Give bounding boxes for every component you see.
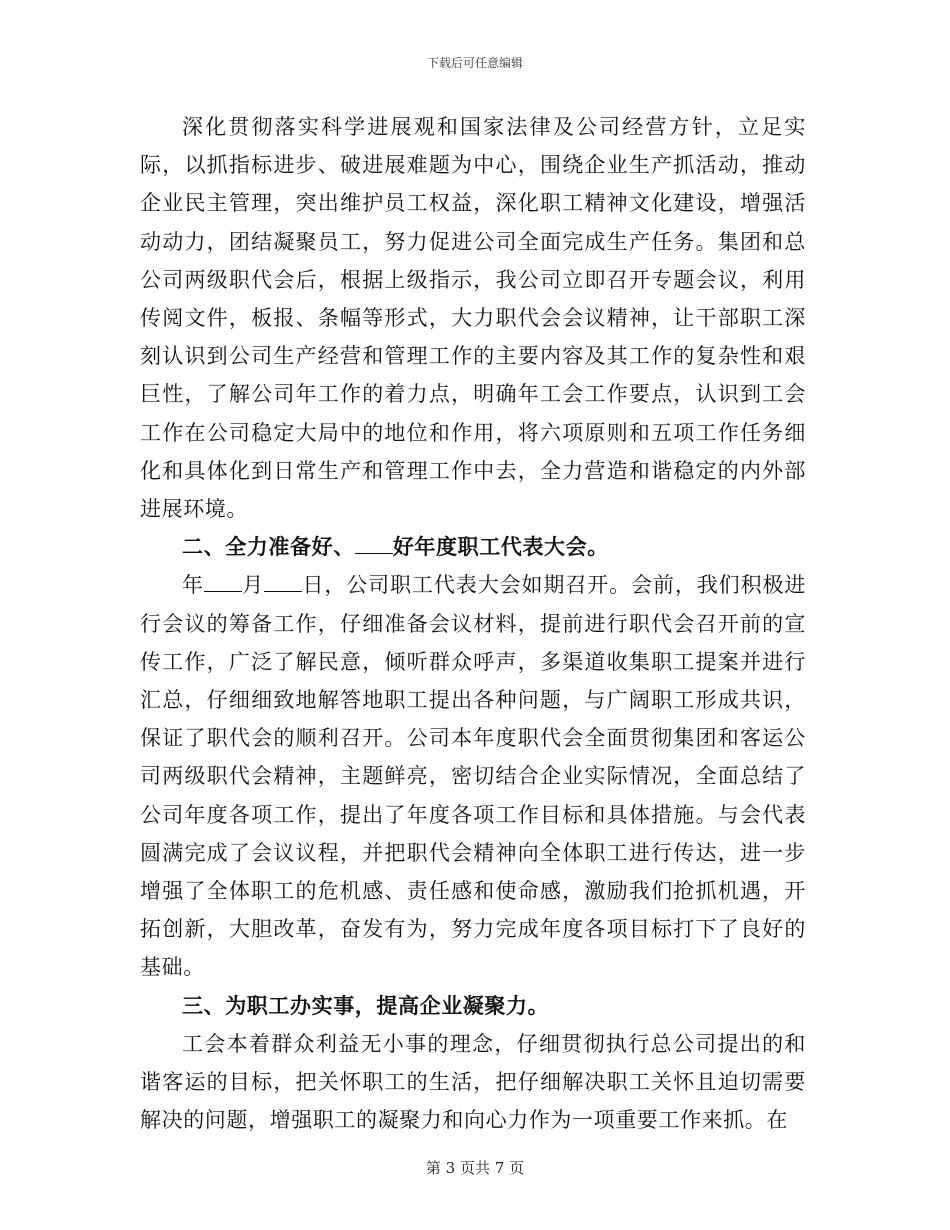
paragraph-2 bbox=[140, 566, 806, 986]
section-heading-2 bbox=[140, 528, 806, 566]
document-body bbox=[140, 108, 806, 1139]
day-blank bbox=[264, 570, 302, 592]
month-blank bbox=[204, 570, 242, 592]
fill-in-blank bbox=[355, 532, 393, 554]
paragraph-2-text: 日，公司职工代表大会如期召开。会前，我们积极进行会议的筹备工作，仔细准备会议材料，提前进行职代会召开前的宣传工作，广泛了解民意，倾听群众呼声，多渠道收集职工提案并进行汇总，仔细细致地解答地职工提出各种问题，与广阔职工形成共识，保证了职代会的顺利召开。公司本年度职代会全面贯彻集团和客运公司两级职代会精神，主题鲜亮，密切结合企业实际情况，全面总结了公司年度各项工作，提出了年度各项工作目标和具体措施。与会代表圆满完成了会议议程，并把职代会精神向全体职工进行传达，进一步增强了全体职工的危机感、责任感和使命感，激励我们抢抓机遇，开拓创新，大胆改革，奋发有为，努力完成年度各项目标打下了良好的基础。 bbox=[140, 573, 806, 980]
paragraph-3: 工会本着群众利益无小事的理念，仔细贯彻执行总公司提出的和谐客运的目标，把关怀职工的生活，把仔细解决职工关怀且迫切需要解决的问题，增强职工的凝聚力和向心力作为一项重要工作来抓。在 bbox=[140, 1031, 806, 1133]
section-heading-3: 三、为职工办实事，提高企业凝聚力。 bbox=[182, 992, 550, 1018]
page-header-note: 下载后可任意编辑 bbox=[426, 56, 523, 70]
section-heading-2-end: 好年度职工代表大会。 bbox=[392, 534, 609, 560]
section-heading-2-start: 二、全力准备好、 bbox=[182, 534, 355, 560]
month-label: 月 bbox=[241, 573, 265, 598]
year-label: 年 bbox=[182, 573, 204, 598]
paragraph-1: 深化贯彻落实科学进展观和国家法律及公司经营方针，立足实际，以抓指标进步、破进展难题为中心，围绕企业生产抓活动，推动企业民主管理，突出维护员工权益，深化职工精神文化建设，增强活动动力，团结凝聚员工，努力促进公司全面完成生产任务。集团和总公司两级职代会后，根据上级指示，我公司立即召开专题会议，利用传阅文件，板报、条幅等形式，大力职代会会议精神，让干部职工深刻认识到公司生产经营和管理工作的主要内容及其工作的复杂性和艰巨性，了解公司年工作的着力点，明确年工会工作要点，认识到工会工作在公司稳定大局中的地位和作用，将六项原则和五项工作任务细化和具体化到日常生产和管理工作中去，全力营造和谐稳定的内外部进展环境。 bbox=[140, 115, 806, 522]
page-number: 第 3 页共 7 页 bbox=[425, 1159, 525, 1177]
